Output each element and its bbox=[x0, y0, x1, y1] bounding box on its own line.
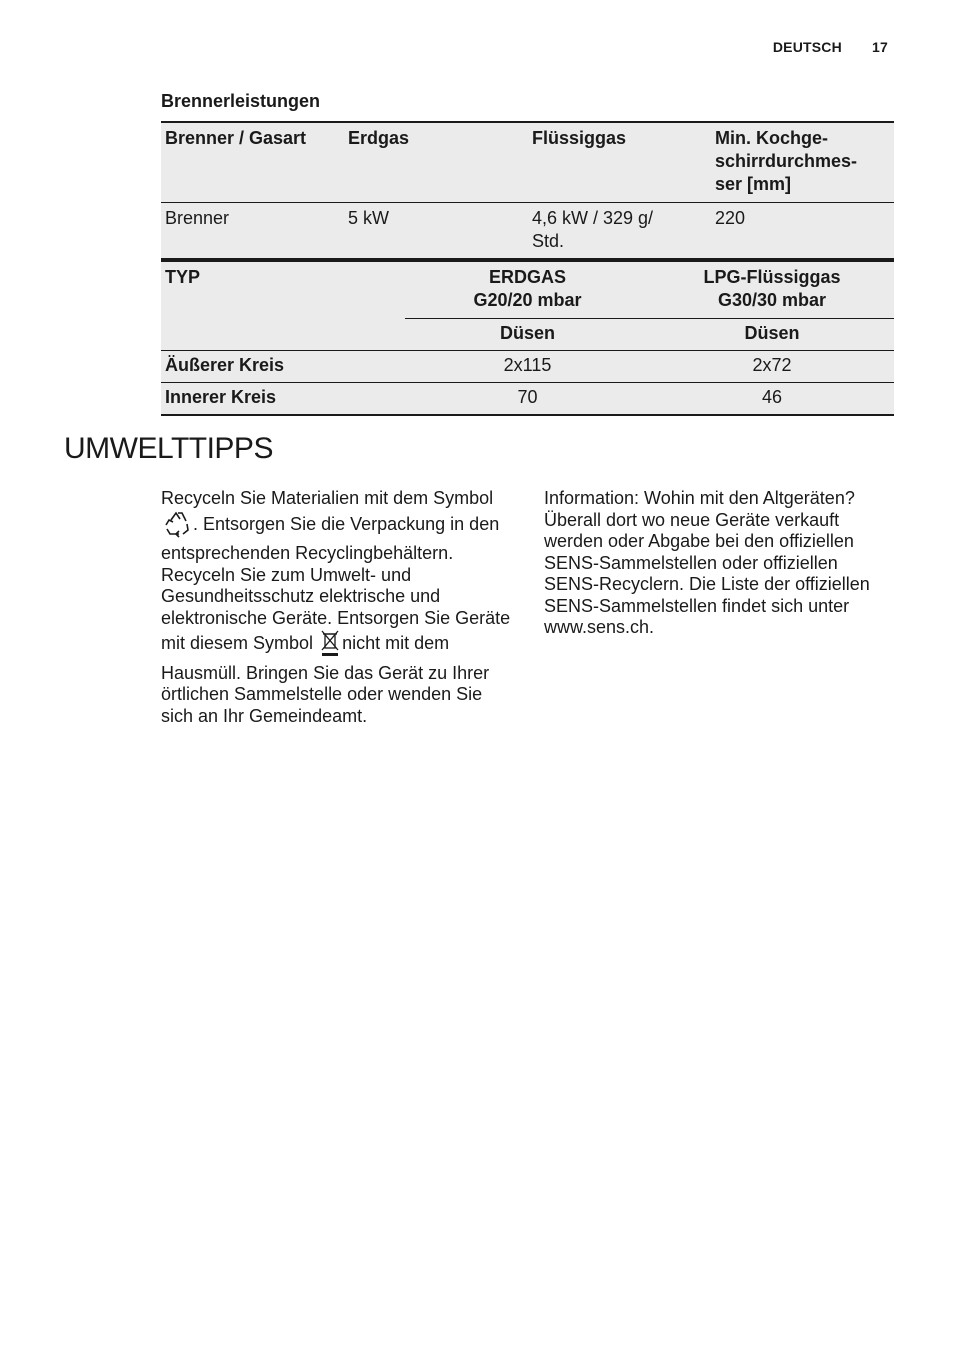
crossed-bin-icon bbox=[320, 629, 340, 663]
header-lpg-g30: LPG-Flüssiggas G30/30 mbar bbox=[703, 267, 841, 310]
text-part-4: nicht mit dem bbox=[342, 633, 450, 653]
header-min-diameter: Min. Kochge- schirrdurchmes- ser [mm] bbox=[715, 128, 858, 194]
row-label-outer: Äußerer Kreis bbox=[165, 355, 285, 375]
text-part-3: entsprechenden Recyclingbehältern. Recyceln Sie zum Umwelt- und Gesundheitsschutz elektrische und elektronische Geräte. Entsorgen Sie Geräte mit diesem Symbol bbox=[161, 543, 511, 653]
environment-text-left bbox=[161, 488, 516, 727]
header-typ: TYP bbox=[165, 267, 201, 287]
header-language: DEUTSCH bbox=[772, 39, 842, 55]
table-row bbox=[161, 351, 894, 383]
text-part-5: Hausmüll. Bringen Sie das Gerät zu Ihrer örtlichen Sammelstelle oder wenden Sie sich an Ihr Gemeindeamt. bbox=[161, 662, 490, 726]
cell-erdgas-value: 5 kW bbox=[348, 208, 390, 228]
table-row bbox=[161, 203, 894, 260]
burner-output-table bbox=[161, 121, 894, 260]
cell-burner: Brenner bbox=[165, 208, 230, 228]
header-dusen-2: Düsen bbox=[650, 319, 894, 351]
page-number: 17 bbox=[872, 39, 888, 55]
header-dusen-1: Düsen bbox=[405, 319, 650, 351]
text-part-1: Recyceln Sie Materialien mit dem Symbol bbox=[161, 488, 494, 508]
nozzle-table bbox=[161, 260, 894, 416]
header-fluessiggas: Flüssiggas bbox=[532, 128, 627, 148]
environment-heading: UMWELTTIPPS bbox=[64, 432, 273, 465]
text-part-2: . Entsorgen Sie die Verpackung in den bbox=[193, 513, 500, 534]
page-header bbox=[773, 39, 888, 55]
header-erdgas: Erdgas bbox=[348, 128, 410, 148]
nozzle-header-row bbox=[161, 261, 894, 319]
cell-inner-lpg: 46 bbox=[761, 387, 783, 407]
section-title: Brennerleistungen bbox=[161, 91, 321, 111]
cell-outer-lpg: 2x72 bbox=[752, 355, 792, 375]
environment-text-right: Information: Wohin mit den Altgeräten? Überall dort wo neue Geräte verkauft werden oder Abgabe bei den offiziellen SENS-Sammelstellen oder offiziellen SENS-Recyclern. Die Liste der offiziellen SENS-Sammelstellen findet sich unter www.sens.ch. bbox=[544, 488, 870, 637]
recycle-icon bbox=[163, 510, 191, 544]
header-burner-gas: Brenner / Gasart bbox=[165, 128, 307, 148]
cell-inner-erdgas: 70 bbox=[517, 387, 538, 407]
row-label-inner: Innerer Kreis bbox=[165, 387, 277, 407]
cell-fluessiggas-value: 4,6 kW / 329 g/ Std. bbox=[532, 208, 654, 251]
table-header-row bbox=[161, 122, 894, 203]
cell-diameter-value: 220 bbox=[715, 208, 746, 228]
table-row bbox=[161, 383, 894, 416]
header-erdgas-g20: ERDGAS G20/20 mbar bbox=[473, 267, 582, 310]
cell-outer-erdgas: 2x115 bbox=[503, 355, 552, 375]
